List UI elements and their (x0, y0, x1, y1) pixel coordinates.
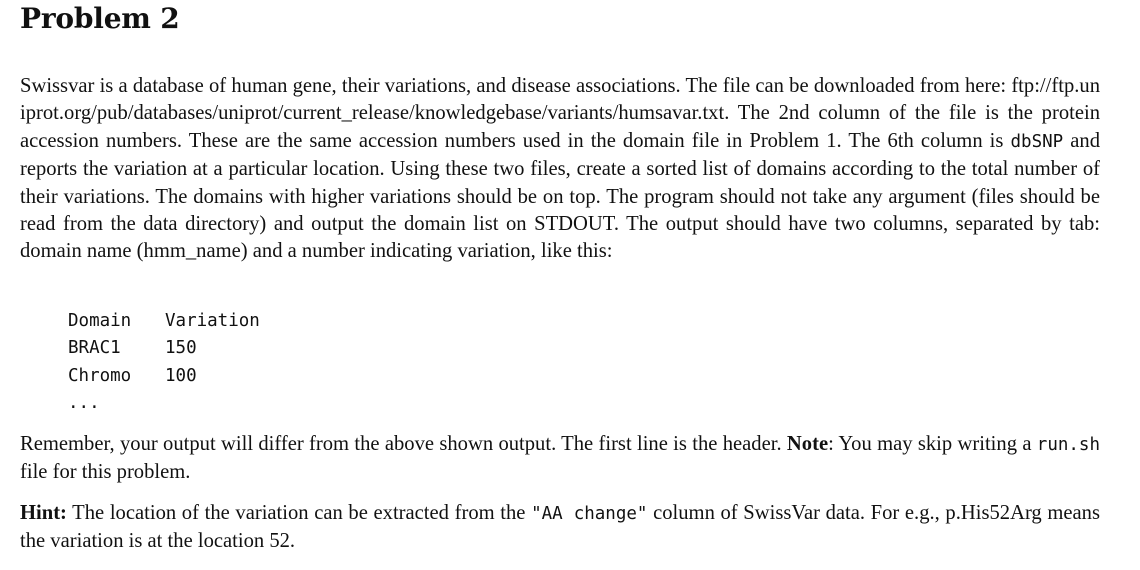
hint-label: Hint: (20, 502, 67, 524)
example-row-ellipsis (68, 390, 260, 417)
remember-text-2: : You may skip writing a (828, 433, 1037, 455)
problem-heading: Problem 2 (20, 2, 180, 35)
hint-text-1: The location of the variation can be extracted from the (66, 502, 532, 524)
example-row (68, 335, 260, 362)
example-cell: Chromo (68, 365, 132, 386)
example-cell: Domain (68, 311, 132, 331)
hint-paragraph (20, 500, 1100, 556)
description-text-2: . The 2nd column of the file is the protein accession numbers. These are the same accession numbers used in the domain file in Problem 1. The 6th column is (20, 102, 1100, 152)
description-text-1: Swissvar is a database of human gene, their variations, and disease associations. The file can be downloaded from here: (20, 75, 1012, 97)
note-label: Note (786, 433, 829, 455)
example-cell: BRAC1 (68, 338, 121, 359)
example-row-header (68, 308, 260, 335)
example-cell: ... (68, 393, 100, 414)
remember-text-1: Remember, your output will differ from the above shown output. The first line is the header. (20, 433, 787, 455)
example-cell: Variation (165, 311, 260, 331)
example-cell: 100 (165, 365, 197, 386)
run-sh-code: run.sh (1036, 435, 1100, 455)
dbsnp-code: dbSNP (1010, 131, 1064, 152)
problem-description (20, 73, 1100, 266)
example-row (68, 363, 260, 390)
remember-note (20, 431, 1100, 487)
remember-text-3: file for this problem. (20, 461, 191, 484)
example-cell: 150 (165, 338, 197, 359)
humsavar-url: ftp://ftp.uniprot.org/pub/databases/uniprot/current_release/knowledgebase/variants/humsavar.txt (20, 75, 1100, 125)
hint-text-2: column of SwissVar data. For e.g., p.His52Arg means the variation is at the location 52. (20, 502, 1100, 553)
example-output (68, 308, 260, 418)
aa-change-code: "AA change" (531, 504, 648, 524)
description-text-3: and reports the variation at a particular location. Using these two files, create a sorted list of domains according to the total number of their variations. The domains with higher variations should be on top. The program should not take any argument (files should be read from the data directory) and output the domain list on STDOUT. The output should have two columns, separated by tab: domain name (hmm_name) and a number indicating variation, like this: (20, 129, 1100, 263)
